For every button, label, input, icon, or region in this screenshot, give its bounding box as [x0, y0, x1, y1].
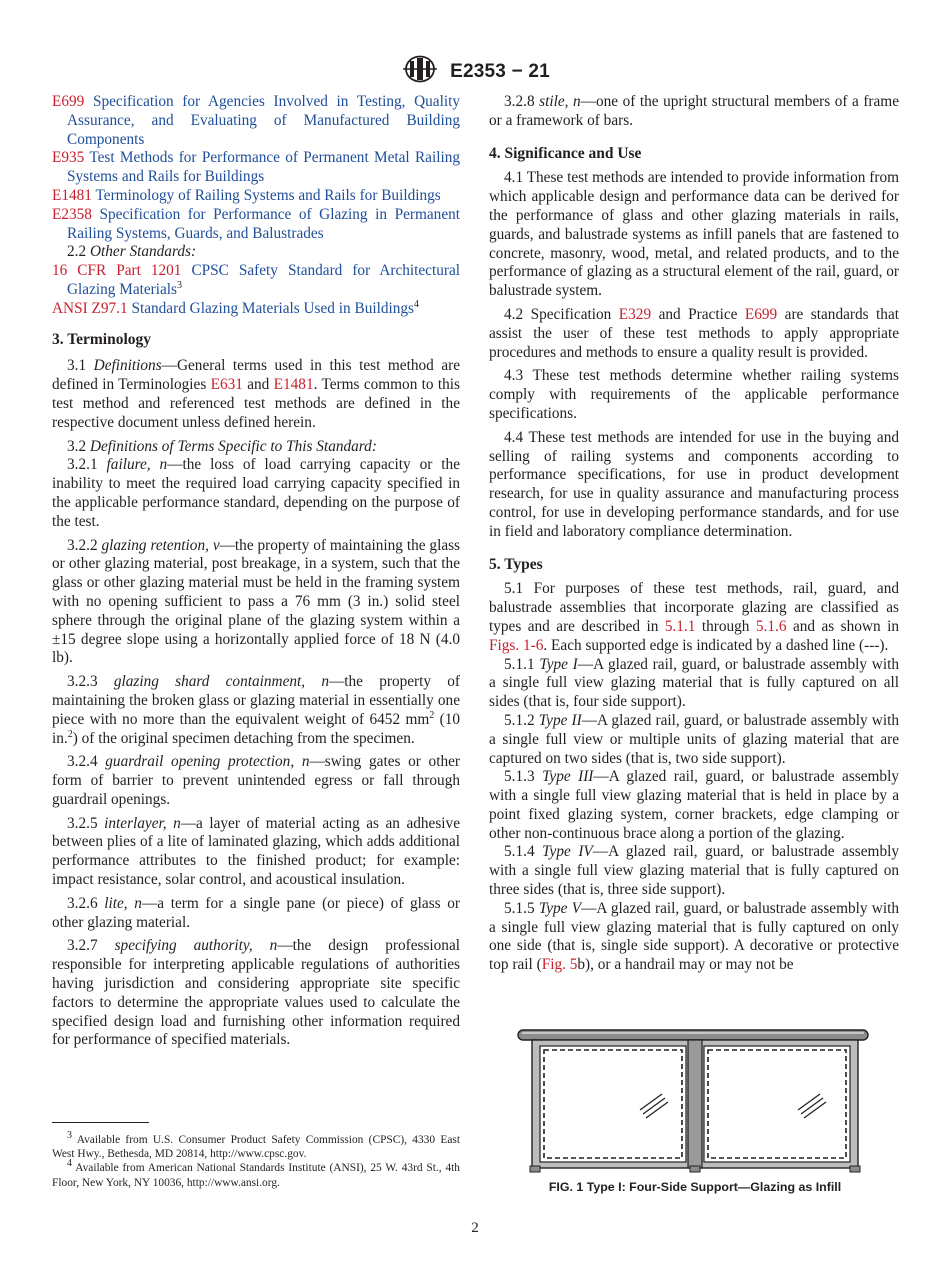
ref-code[interactable]: ANSI Z97.1 [52, 299, 128, 317]
astm-logo-icon [400, 54, 440, 89]
paragraph-4-4: 4.4 These test methods are intended for use in the buying and selling of railing systems and components according to performance specifications, for use in product development research, for use in quality assurance and manufacturing process control, for use in developing performance standards, and for use in field and laboratory compliance determination. [489, 428, 899, 540]
paragraph-5-1-4: 5.1.4 Type IV—A glazed rail, guard, or balustrade assembly with a single full view glazing material that is fully captured on three sides (that is, three side support). [489, 843, 899, 899]
link-5-1-6[interactable]: 5.1.6 [755, 617, 787, 635]
ref-title[interactable]: CPSC Safety Standard for Architectural Glazing Materials [67, 262, 461, 298]
reference-e1481 [52, 187, 460, 206]
paragraph-5-1-2: 5.1.2 Type II—A glazed rail, guard, or balustrade assembly with a single full view or multiple units of glazing material that are captured on two sides (that is, two side support). [489, 711, 899, 767]
link-e631[interactable]: E631 [210, 376, 243, 394]
ref-title[interactable]: Terminology of Railing Systems and Rails for Buildings [95, 186, 441, 204]
footnote-marker[interactable]: 3 [177, 279, 183, 291]
paragraph-5-1-3: 5.1.3 Type III—A glazed rail, guard, or balustrade assembly with a single full view glazing material that is held in place by a point fixed glazing system, corner brackets, edge clamping or other non-continuous brace along a portion of the glazing. [489, 768, 899, 842]
ref-title[interactable]: Specification for Performance of Glazing in Permanent Railing Systems, Guards, and Balustrades [67, 205, 461, 242]
section-heading-terminology: 3. Terminology [52, 330, 152, 348]
paragraph-3-2-7: 3.2.7 specifying authority, n—the design professional responsible for interpreting applicable regulations of authorities having jurisdiction and considering appropriate site specific factors to determine the appropriate values used to calculate the specified design load and furnishing other information required for performance of specified materials. [52, 937, 460, 1049]
section-heading-significance: 4. Significance and Use [489, 144, 642, 162]
paragraph-3-2-4: 3.2.4 guardrail opening protection, n—swing gates or other form of barrier to prevent unintended egress or fall through guardrail openings. [52, 753, 460, 808]
page-header [0, 54, 950, 89]
ref-code[interactable]: E1481 [52, 186, 92, 204]
standard-designation: E2353 − 21 [450, 60, 550, 82]
paragraph-5-1-1: 5.1.1 Type I—A glazed rail, guard, or balustrade assembly with a single full view glazing material that is fully captured on all sides (that is, four side support). [489, 655, 899, 711]
footnote-rule [52, 1122, 149, 1123]
paragraph-4-3: 4.3 These test methods determine whether railing systems comply with requirements of the applicable performance specifications. [489, 367, 899, 422]
ref-code[interactable]: 16 CFR Part 1201 [52, 262, 182, 280]
left-column [52, 93, 460, 1050]
paragraph-3-2-8: 3.2.8 stile, n—one of the upright structural members of a frame or a framework of bars. [489, 93, 899, 129]
link-e329[interactable]: E329 [618, 305, 652, 323]
ref-code[interactable]: E2358 [52, 205, 92, 223]
link-e699[interactable]: E699 [744, 305, 778, 323]
paragraph-5-1: 5.1 For purposes of these test methods, rail, guard, and balustrade assemblies that incorporate glazing are classified as types and are described in 5.1.1 through 5.1.6 and as shown in Figs. 1-6. Each supported edge is indicated by a dashed line (---). [489, 580, 899, 654]
link-5-1-1[interactable]: 5.1.1 [664, 617, 696, 635]
figure-1-caption: FIG. 1 Type I: Four-Side Support—Glazing as Infill [548, 1180, 842, 1194]
section-heading-types: 5. Types [489, 555, 543, 573]
ref-title[interactable]: Standard Glazing Materials Used in Buildings [131, 299, 414, 317]
paragraph-5-1-5: 5.1.5 Type V—A glazed rail, guard, or balustrade assembly with a single full view glazing material that is fully captured on only one side (that is, single side support). A decorative or protective top rail (Fig. 5b), or a handrail may or may not be [489, 899, 899, 974]
link-fig-5[interactable]: Fig. 5 [541, 956, 578, 974]
paragraph-3-2-5: 3.2.5 interlayer, n—a layer of material acting as an adhesive between plies of a lite of laminated glazing, which adds additional performance attributes to the finished product; for example: impact resistance, solar control, and acoustical insulation. [52, 814, 460, 889]
ref-title[interactable]: Test Methods for Performance of Permanent Metal Railing Systems and Rails for Buildings [67, 149, 460, 186]
link-e1481[interactable]: E1481 [273, 376, 314, 394]
ref-code[interactable]: E935 [52, 149, 85, 167]
page-number: 2 [471, 1220, 479, 1236]
link-figs-1-6[interactable]: Figs. 1-6 [489, 636, 544, 654]
paragraph-4-1: 4.1 These test methods are intended to provide information from which applicable design and performance data can be derived for the performance of glass and other glazing materials in rails, guards, and balustrade systems as infill panels that are fastened to concrete, masonry, wood, metal, and related products, and to the performance of glazing as a structural element of the rail, guard, or balustrade system. [489, 169, 899, 300]
paragraph-4-2: 4.2 Specification E329 and Practice E699 are standards that assist the user of these test methods to apply appropriate procedures and methods to ensure a quality result is provided. [489, 305, 899, 361]
paragraph-3-2: 3.2 Definitions of Terms Specific to This Standard: [67, 437, 377, 455]
footnotes [52, 1130, 461, 1190]
reference-e2358 [52, 206, 460, 244]
ref-code[interactable]: E699 [52, 93, 85, 110]
paragraph-3-2-3: 3.2.3 glazing shard containment, n—the property of maintaining the broken glass or glazing material in essentially one piece with no more than the equivalent weight of 6452 $mm^2$ (10 in.$^2$) of the original specimen detaching from the specimen. [52, 673, 461, 747]
footnote-4: $^4$ Available from American National Standards Institute (ANSI), 25 W. 43rd St., 4th Floor, New York, NY 10036, http://www.ansi.org. [52, 1158, 461, 1189]
reference-16cfr [52, 262, 460, 300]
paragraph-3-2-2: 3.2.2 glazing retention, v—the property of maintaining the glass or other glazing material, post breakage, in a system, such that the glass or other glazing material must be held in the framing system with no opening sufficient to pass a 76 mm (3 in.) solid steel sphere through the original plane of the glazing system within a ±15 degree slope using a horizontally applied force of 18 N (4.0 lb). [52, 536, 461, 667]
reference-e699 [52, 93, 460, 149]
figure-1-drawing [516, 1028, 872, 1174]
paragraph-3-1: 3.1 Definitions—General terms used in this test method are defined in Terminologies E631 and E1481. Terms common to this test method and referenced test methods are defined in the respective document unless defined herein. [52, 357, 460, 431]
reference-e935 [52, 149, 460, 187]
reference-ansi [52, 300, 460, 319]
paragraph-3-2-1: 3.2.1 failure, n—the loss of load carrying capacity or the inability to meet the required load carrying capacity specified in the applicable performance standard, depending on the purpose of the test. [52, 456, 460, 530]
footnote-3: $^3$ Available from U.S. Consumer Product Safety Commission (CPSC), 4330 East West Hwy., Bethesda, MD 20814, http://www.cpsc.gov. [52, 1130, 460, 1161]
other-standards-heading: 2.2 Other Standards: [67, 243, 197, 261]
ref-title[interactable]: Specification for Agencies Involved in Testing, Quality Assurance, and Evaluating of Manufactured Building Components [67, 93, 460, 148]
footnote-marker[interactable]: 4 [414, 298, 419, 310]
paragraph-3-2-6: 3.2.6 lite, n—a term for a single pane (or piece) of glass or other glazing material. [52, 894, 461, 931]
right-column [489, 93, 899, 975]
